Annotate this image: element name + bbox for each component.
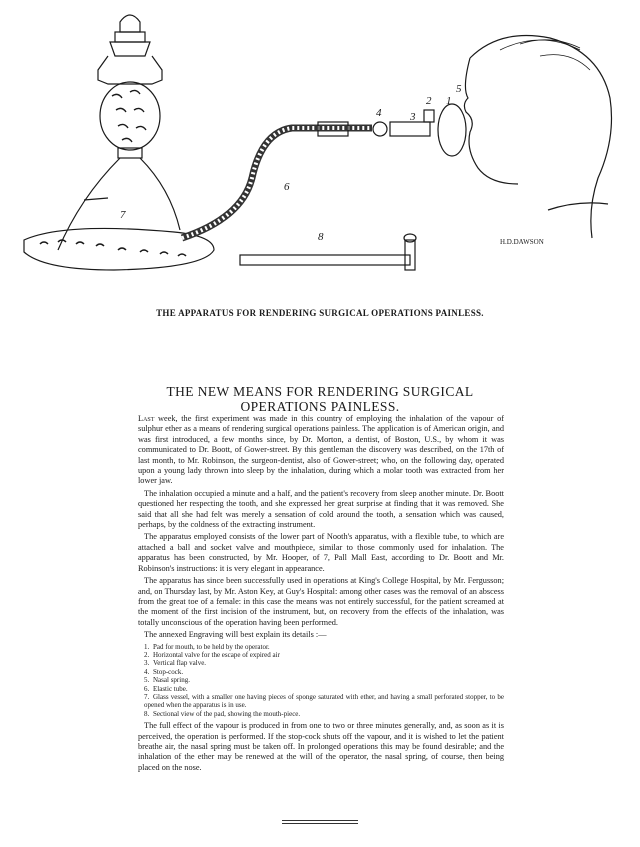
paragraph-2: The inhalation occupied a minute and a half, and the patient's recovery from sleep another minute. Dr. Boott questioned her respecting the tooth, and she expressed her great surprise at finding that it was removed. She said that all she had felt was merely a sensation of cold around the tooth, a sensation which was caused, perhaps, by the coldness of the extracting instrument.: [138, 488, 504, 530]
paragraph-4: The apparatus has since been successfully used in operations at King's College Hospital, by Mr. Fergusson; and, on Thursday last, by Mr. Aston Key, at Guy's Hospital: among other cases was the removal of an abscess from the great toe of a female: in this case the means was not entirely successful, for the patient screamed at the moment of the first incision of the instrument, but, on recovery from the effects of the inhalation, was totally unconscious of the operation having been performed.: [138, 576, 504, 627]
legend-item: 5. Nasal spring.: [144, 676, 190, 685]
title-line-1: THE NEW MEANS FOR RENDERING SURGICAL: [166, 384, 474, 399]
legend-item: 6. Elastic tube.: [144, 684, 188, 693]
figure-label-3: 3: [410, 111, 416, 123]
legend-item: 4. Stop-cock.: [144, 667, 184, 676]
article-title: [120, 384, 520, 414]
figure-label-6: 6: [284, 181, 290, 193]
elastic-tube: [182, 128, 372, 238]
glass-vessel: [24, 15, 214, 270]
figure-label-2: 2: [426, 95, 432, 107]
figure-legend: [138, 643, 504, 719]
article-body: [138, 414, 504, 775]
paragraph-5: The annexed Engraving will best explain its details :—: [144, 630, 327, 640]
figure-label-5: 5: [456, 83, 462, 95]
title-line-2: OPERATIONS PAINLESS.: [240, 399, 400, 414]
lead-word: Last: [138, 414, 155, 423]
legend-item: 3. Vertical flap valve.: [144, 659, 207, 668]
paragraph-1-text: week, the first experiment was made in this country of employing the inhalation of the vapour of sulphur ether as a means of rendering surgical operations painless. The application is of American origin, and was first introduced, a few months since, by Dr. Morton, a dentist, of Boston, U.S., by whom it was communicated to Dr. Boott, of Gower-street. By this gentleman the discovery was described, on the 17th of last month, to Mr. Robinson, the surgeon-dentist, also of Gower-street; who, on the following day, operated upon a young lady thrown into sleep by the inhalation, during which a molar tooth was extracted from her lower jaw.: [138, 414, 504, 486]
engraver-signature: H.D.DAWSON: [500, 238, 544, 246]
patient-head: [464, 36, 611, 239]
figure-label-7: 7: [120, 209, 126, 221]
legend-item: 7. Glass vessel, with a smaller one having pieces of sponge saturated with ether, and having a small perforated stopper, to be opened when the apparatus is in use.: [144, 692, 504, 710]
figure-label-1: 1: [446, 95, 452, 107]
end-rule: [282, 820, 358, 821]
figure-label-4: 4: [376, 107, 382, 119]
paragraph-6: The full effect of the vapour is produced in from one to two or three minutes generally, and, as soon as it is perceived, the operation is performed. If the stop-cock shuts off the vapour, and it is wished to let the patient breathe air, the nasal spring must be taken off. In prolonged operations this may be found desirable; and the inhalation of the ether may be renewed at the will of the operator, the nasal spring, of course, then being placed on the nose.: [138, 721, 504, 772]
figure-caption: THE APPARATUS FOR RENDERING SURGICAL OPERATIONS PAINLESS.: [156, 308, 484, 318]
end-rule: [282, 823, 358, 824]
paragraph-1: [138, 414, 504, 487]
figure-label-8: 8: [318, 231, 324, 243]
apparatus-engraving: [0, 0, 640, 300]
sectional-view: [240, 234, 416, 270]
paragraph-3: The apparatus employed consists of the lower part of Nooth's apparatus, with a flexible tube, to which are attached a ball and socket valve and mouthpiece, similar to those commonly used for inhalation. The apparatus has been constructed, by Mr. Hooper, of 7, Pall Mall East, according to Dr. Boott and Mr. Robinson's instructions: it is very elegant in appearance.: [138, 532, 504, 573]
legend-item: 2. Horizontal valve for the escape of expired air: [144, 650, 280, 659]
legend-item: 1. Pad for mouth, to be held by the operator.: [144, 642, 270, 651]
legend-item: 8. Sectional view of the pad, showing the mouth-piece.: [144, 709, 301, 718]
